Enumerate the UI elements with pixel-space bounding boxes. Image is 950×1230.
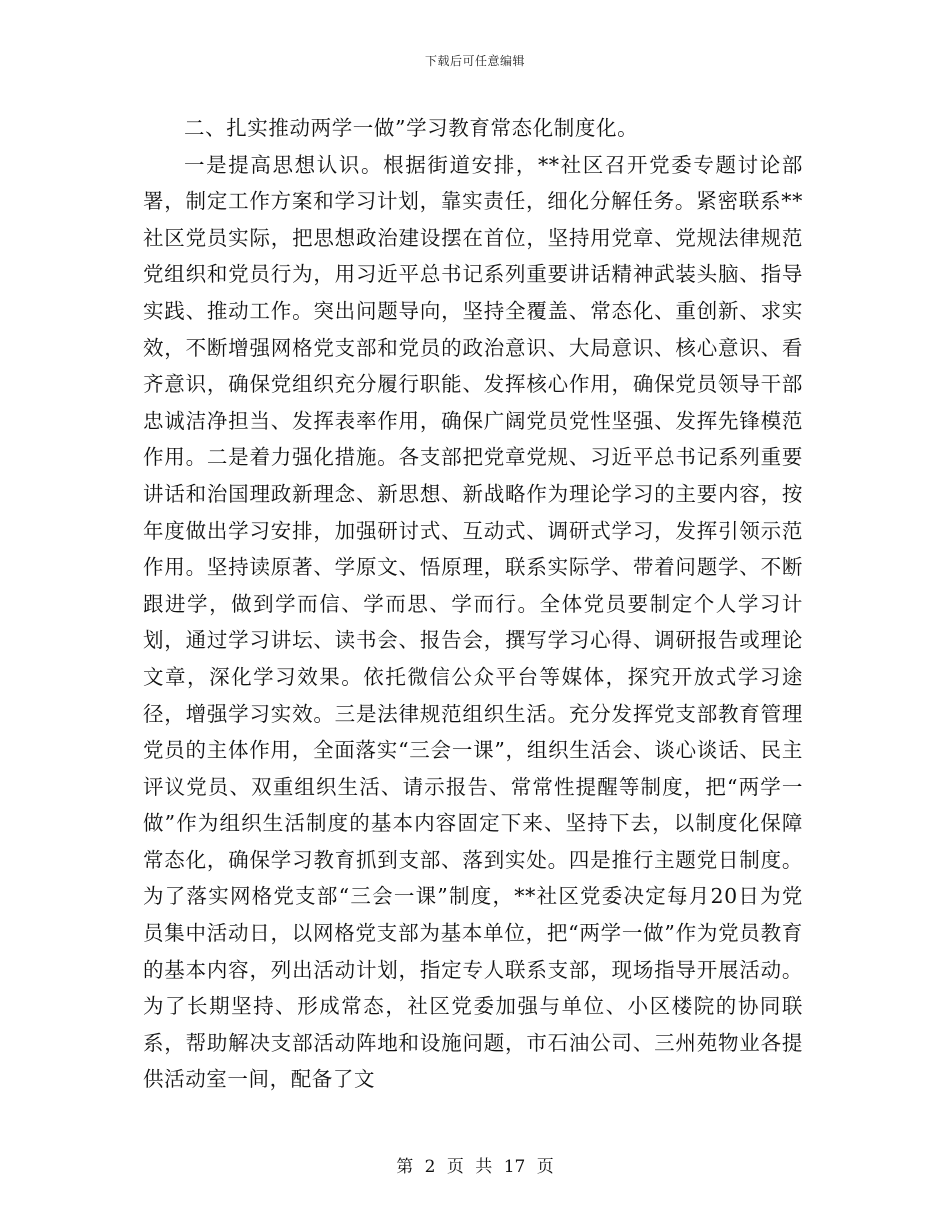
header-note: 下载后可任意编辑	[424, 54, 525, 68]
document-body	[143, 110, 803, 1098]
body-paragraph: 一是提高思想认识。根据街道安排，**社区召开党委专题讨论部署，制定工作方案和学习计划，靠实责任，细化分解任务。紧密联系**社区党员实际，把思想政治建设摆在首位，坚持用党章、党规法律规范党组织和党员行为，用习近平总书记系列重要讲话精神武装头脑、指导实践、推动工作。突出问题导向，坚持全覆盖、常态化、重创新、求实效，不断增强网格党支部和党员的政治意识、大局意识、核心意识、看齐意识，确保党组织充分履行职能、发挥核心作用，确保党员领导干部忠诚洁净担当、发挥表率作用，确保广阔党员党性坚强、发挥先锋模范作用。二是着力强化措施。各支部把党章党规、习近平总书记系列重要讲话和治国理政新理念、新思想、新战略作为理论学习的主要内容，按年度做出学习安排，加强研讨式、互动式、调研式学习，发挥引领示范作用。坚持读原著、学原文、悟原理，联系实际学、带着问题学、不断跟进学，做到学而信、学而思、学而行。全体党员要制定个人学习计划，通过学习讲坛、读书会、报告会，撰写学习心得、调研报告或理论文章，深化学习效果。依托微信公众平台等媒体，探究开放式学习途径，增强学习实效。三是法律规范组织生活。充分发挥党支部教育管理党员的主体作用，全面落实“三会一课”，组织生活会、谈心谈话、民主评议党员、双重组织生活、请示报告、常常性提醒等制度，把“两学一做”作为组织生活制度的基本内容固定下来、坚持下去，以制度化保障常态化，确保学习教育抓到支部、落到实处。四是推行主题党日制度。为了落实网格党支部“三会一课”制度，**社区党委决定每月20日为党员集中活动日，以网格党支部为基本单位，把“两学一做”作为党员教育的基本内容，列出活动计划，指定专人联系支部，现场指导开展活动。为了长期坚持、形成常态，社区党委加强与单位、小区楼院的协同联系，帮助解决支部活动阵地和设施问题，市石油公司、三州苑物业各提供活动室一间，配备了文	[143, 152, 803, 1092]
page-number: 第 2 页 共 17 页	[396, 1157, 554, 1177]
section-heading: 二、扎实推动两学一做”学习教育常态化制度化。	[184, 116, 639, 140]
